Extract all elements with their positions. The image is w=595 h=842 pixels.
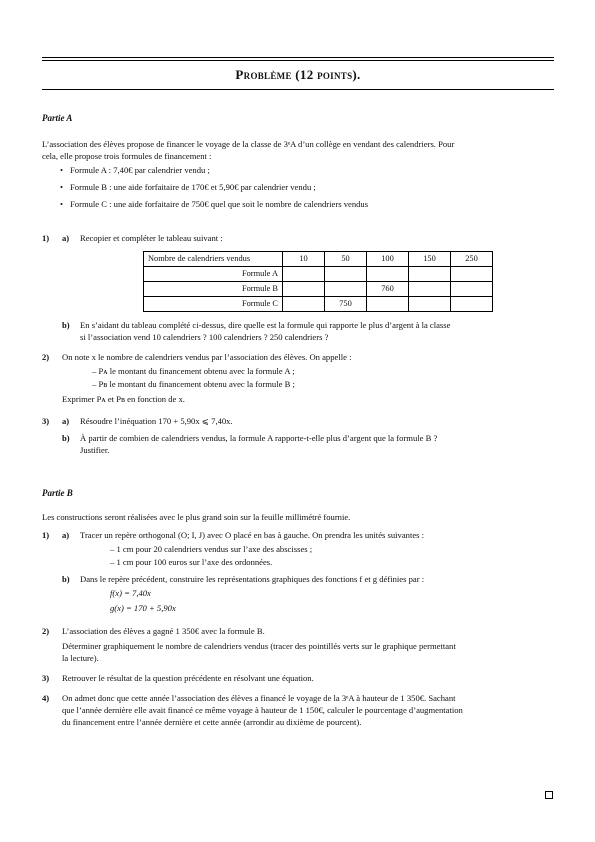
bullet-formule-c: • Formule C : une aide forfaitaire de 750€ quel que soit le nombre de calendriers vendus: [70, 199, 368, 210]
table-cell: Formule C: [144, 297, 283, 312]
b-q3-number: 3): [42, 673, 50, 683]
table-cell: Formule A: [144, 267, 283, 282]
table-cell: [409, 282, 451, 297]
table-cell: [367, 267, 409, 282]
q3b-line1: À partir de combien de calendriers vendus, la formule A rapporte-t-elle plus d’argent que la formule B ?: [80, 433, 438, 443]
q1b-line1: En s’aidant du tableau complété ci-dessus, dire quelle est la formule qui rapporte le plus d’argent à la classe: [80, 320, 451, 330]
table-row: [144, 267, 493, 282]
partB-intro: Les constructions seront réalisées avec le plus grand soin sur la feuille millimétré fournie.: [42, 512, 351, 522]
table-cell: [283, 282, 325, 297]
table-cell: [409, 297, 451, 312]
end-of-proof-square-icon: [545, 791, 553, 799]
q3a-label: a): [62, 416, 70, 426]
b-q2-line1: L’association des élèves a gagné 1 350€ avec la formule B.: [62, 626, 265, 636]
q1b-line2: si l’association vend 10 calendriers ? 100 calendriers ? 250 calendriers ?: [80, 332, 329, 342]
table-cell: 760: [367, 282, 409, 297]
table-cell: [283, 267, 325, 282]
q3b-label: b): [62, 433, 70, 443]
b-q4-number: 4): [42, 693, 50, 703]
table-cell: [283, 297, 325, 312]
q1b-label: b): [62, 320, 70, 330]
top-rule: [42, 57, 554, 58]
b-q1a-dash2: – 1 cm pour 100 euros sur l’axe des ordonnées.: [110, 557, 273, 567]
partB-heading: Partie B: [42, 488, 73, 498]
b-q1b-label: b): [62, 574, 70, 584]
table-header-cell: 250: [451, 252, 493, 267]
table-row: [144, 252, 493, 267]
q3a-text: Résoudre l’inéquation 170 + 5,90x ⩽ 7,40x.: [80, 416, 233, 426]
table-cell: Formule B: [144, 282, 283, 297]
table-cell: [325, 282, 367, 297]
b-q2-line2: Déterminer graphiquement le nombre de calendriers vendus (tracer des pointillés verts sur le graphique permettant: [62, 641, 456, 651]
b-q1-number: 1): [42, 530, 50, 540]
b-q4-line1: On admet donc que cette année l’association des élèves a financé le voyage de la 3ᵉA à hauteur de 1 350€. Sachant: [62, 693, 456, 703]
partA-heading: Partie A: [42, 113, 73, 123]
table-cell: [451, 282, 493, 297]
q2-number: 2): [42, 352, 50, 362]
partA-intro-line1: L’association des élèves propose de financer le voyage de la classe de 3ᵉA d’un collège en vendant des calendriers. Pour: [42, 139, 455, 149]
b-q1a-dash1: – 1 cm pour 20 calendriers vendus sur l’axe des abscisses ;: [110, 544, 313, 554]
b-q4-line3: du financement entre l’année dernière et cette année (arrondir au dixième de pourcent).: [62, 717, 362, 727]
table-header-cell: Nombre de calendriers vendus: [144, 252, 283, 267]
q1-number: 1): [42, 233, 50, 243]
table-header-cell: 10: [283, 252, 325, 267]
q1a-text: Recopier et compléter le tableau suivant :: [80, 233, 223, 243]
q2-line1: On note x le nombre de calendriers vendus par l’association des élèves. On appelle :: [62, 352, 352, 362]
b-q1a-text: Tracer un repère orthogonal (O; I, J) avec O placé en bas à gauche. On prendra les unités suivantes :: [80, 530, 425, 540]
table-row: [144, 297, 493, 312]
table-cell: 750: [325, 297, 367, 312]
q2-line2: Exprimer Pᴀ et Pʙ en fonction de x.: [62, 394, 185, 404]
table-cell: [451, 267, 493, 282]
b-q4-line2: que l’année dernière elle avait financé ce même voyage à hauteur de 1 150€, calculer le pourcentage d’augmentation: [62, 705, 463, 715]
financing-table: [143, 251, 493, 312]
table-header-cell: 50: [325, 252, 367, 267]
table-cell: [325, 267, 367, 282]
table-cell: [451, 297, 493, 312]
q2-dash1: – Pᴀ le montant du financement obtenu avec la formule A ;: [92, 366, 295, 376]
page-title: Problème (12 points).: [235, 67, 361, 82]
b-q1b-g: g(x) = 170 + 5,90x: [110, 603, 176, 613]
b-q1b-text: Dans le repère précédent, construire les représentations graphiques des fonctions f et g définies par :: [80, 574, 425, 584]
b-q1b-f: f(x) = 7,40x: [110, 588, 151, 598]
q3-number: 3): [42, 416, 50, 426]
b-q2-number: 2): [42, 626, 50, 636]
table-row: [144, 282, 493, 297]
table-header-cell: 100: [367, 252, 409, 267]
table-cell: [367, 297, 409, 312]
table-header-cell: 150: [409, 252, 451, 267]
table-cell: [409, 267, 451, 282]
bullet-formule-b: • Formule B : une aide forfaitaire de 170€ et 5,90€ par calendrier vendu ;: [70, 182, 316, 193]
bullet-formule-a: • Formule A : 7,40€ par calendrier vendu ;: [70, 165, 210, 176]
b-q2-line3: la lecture).: [62, 653, 99, 663]
top-rule-2: [42, 60, 554, 61]
q2-dash2: – Pʙ le montant du financement obtenu avec la formule B ;: [92, 379, 295, 389]
q1a-label: a): [62, 233, 70, 243]
b-q1a-label: a): [62, 530, 70, 540]
partA-intro-line2: cela, elle propose trois formules de financement :: [42, 151, 212, 161]
q3b-line2: Justifier.: [80, 445, 110, 455]
title-rule: [42, 89, 554, 90]
b-q3-line1: Retrouver le résultat de la question précédente en résolvant une équation.: [62, 673, 314, 683]
